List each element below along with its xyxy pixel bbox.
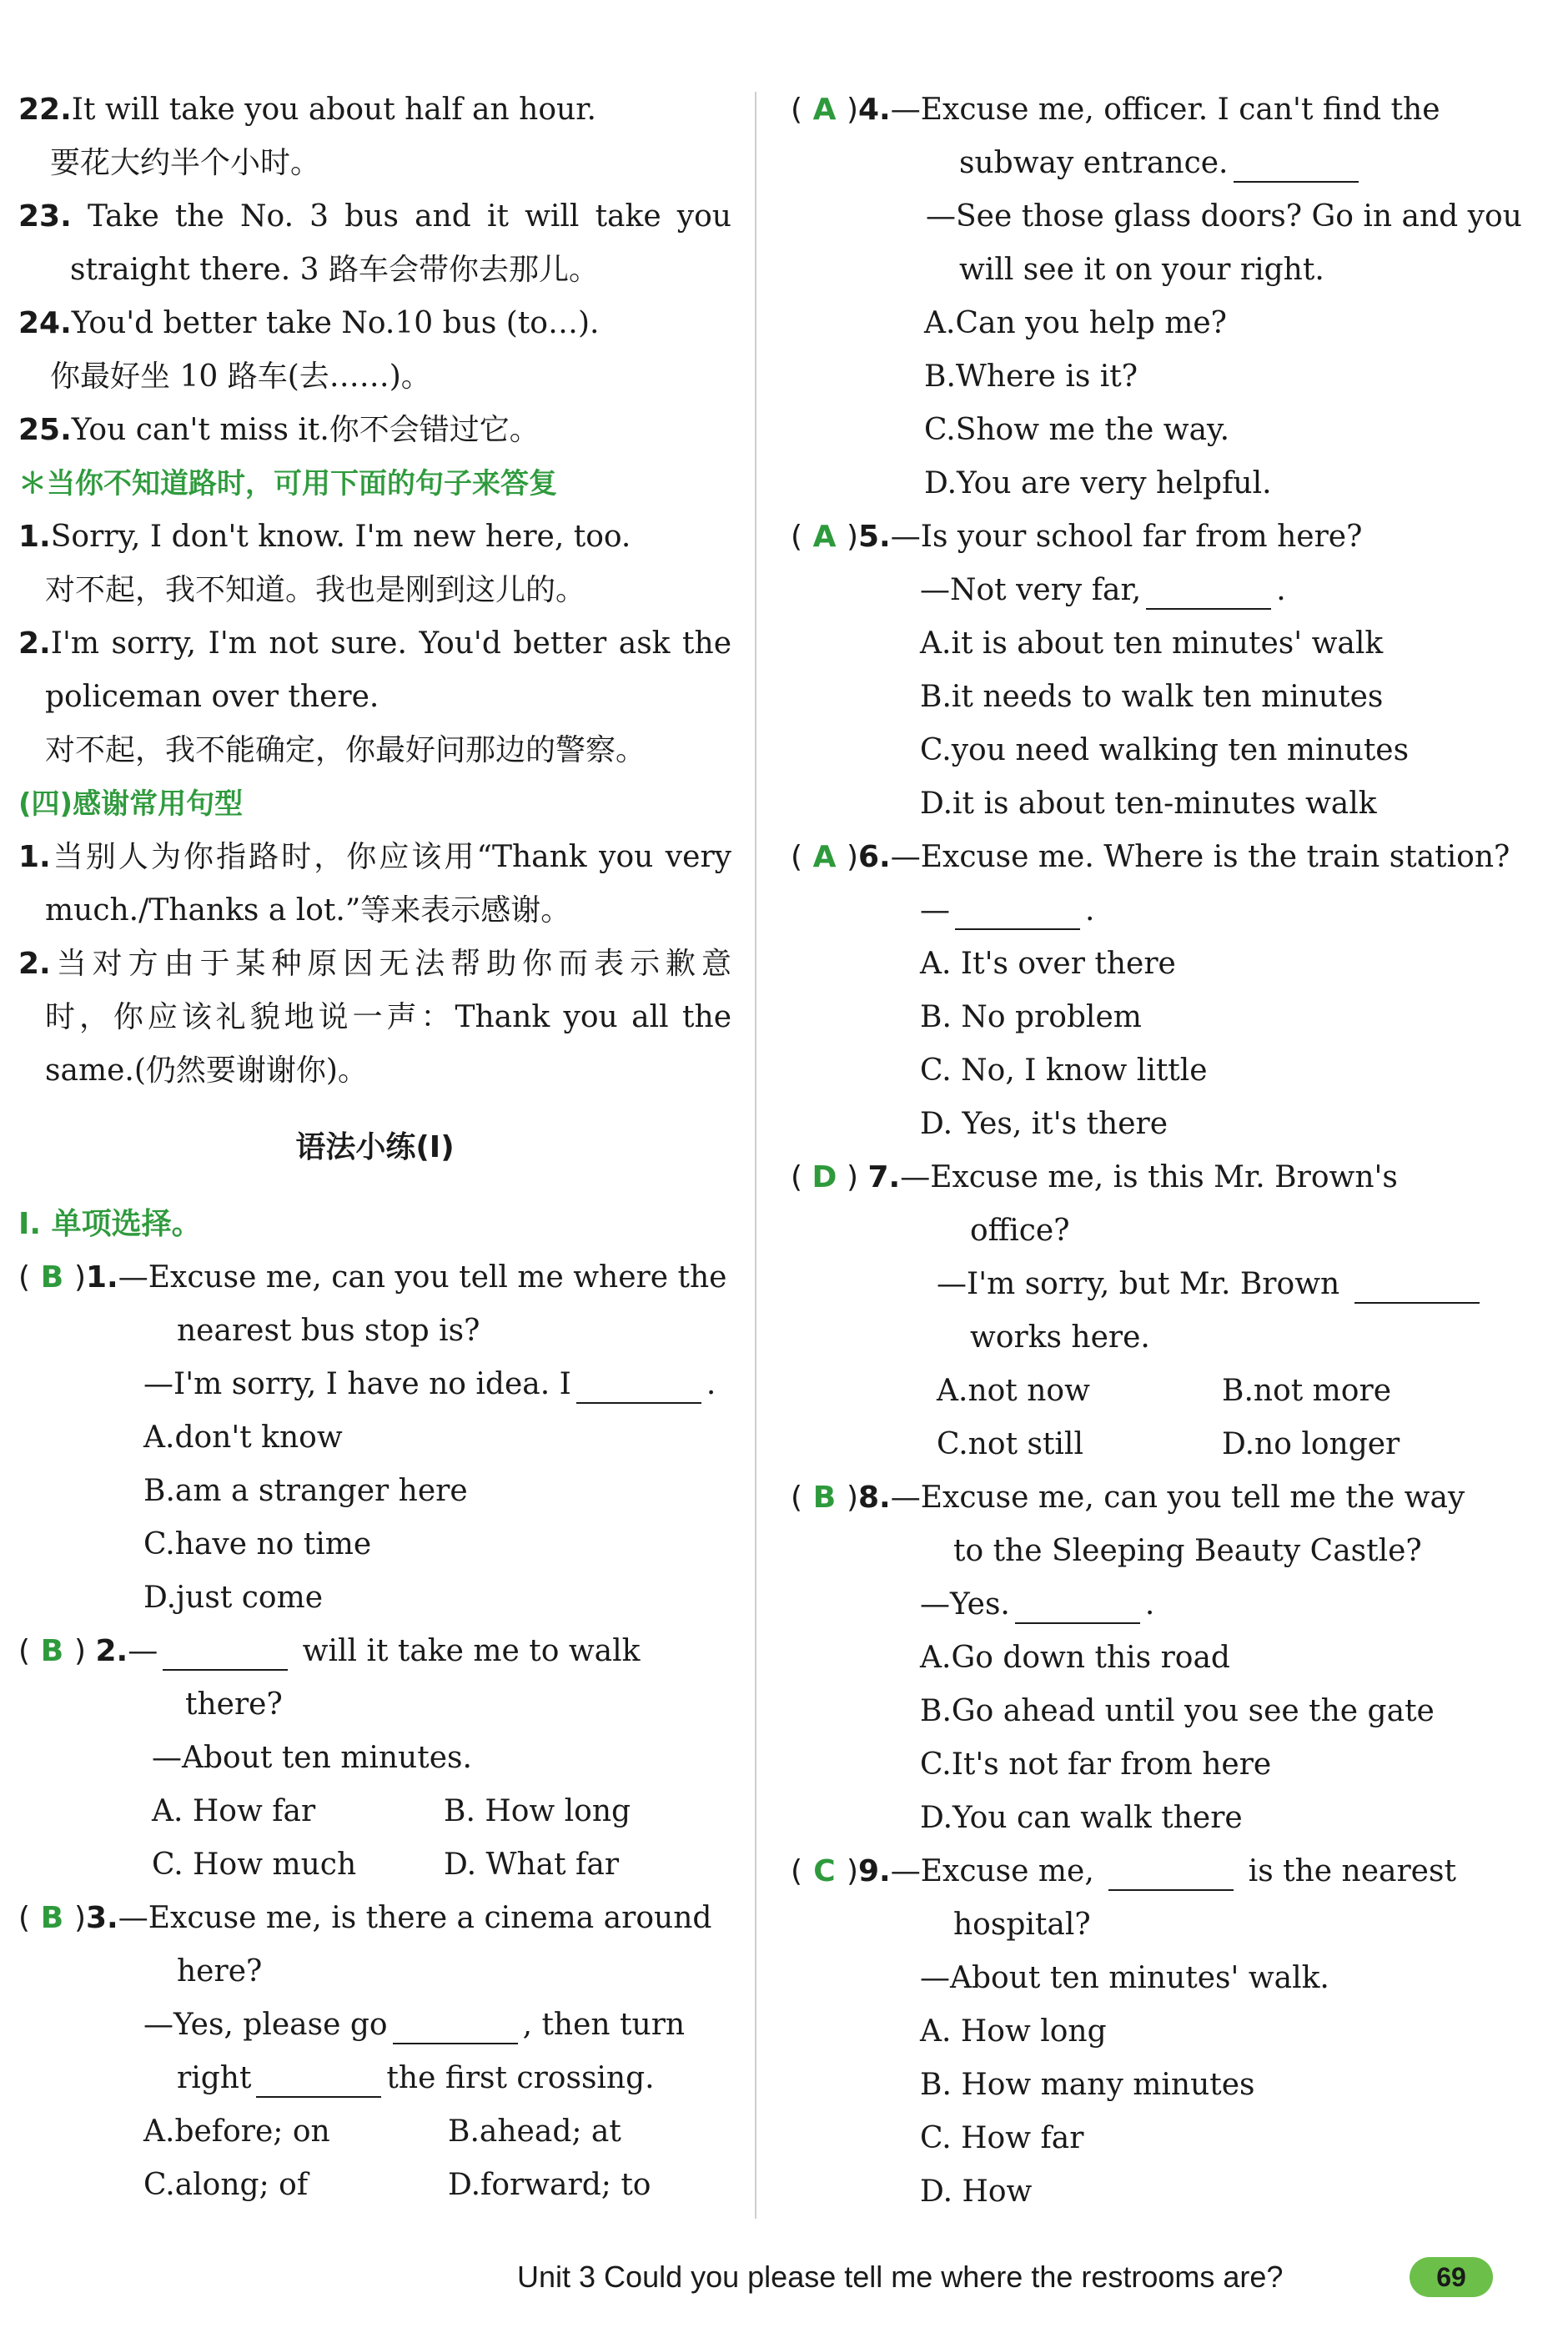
option-c: C.Show me the way. — [924, 413, 1230, 447]
left-column — [18, 83, 731, 2212]
answer-blank — [576, 1369, 701, 1404]
question-9-reply: —About ten minutes' walk. — [920, 1961, 1329, 1995]
column-divider — [755, 92, 756, 2219]
sentence-22: 22.It will take you about half an hour. — [18, 93, 596, 127]
answer-blank — [1354, 1269, 1480, 1304]
question-6: ( A )6.—Excuse me. Where is the train station? — [791, 831, 1508, 884]
question-1-cont: nearest bus stop is? — [177, 1314, 480, 1348]
answer-blank — [1015, 1589, 1140, 1624]
heading-thanks: (四)感谢常用句型 — [18, 787, 244, 821]
question-2-reply: —About ten minutes. — [152, 1741, 472, 1775]
answer-blank — [163, 1636, 288, 1671]
question-4-reply-cont: will see it on your right. — [959, 253, 1324, 287]
sentence-22-zh: 要花大约半个小时。 — [50, 146, 321, 180]
answer-9: C — [813, 1854, 836, 1888]
answer-7: D — [812, 1160, 837, 1194]
option-c: C.not still — [937, 1427, 1083, 1461]
sentence-23: 23. Take the No. 3 bus and it will take you — [18, 199, 731, 234]
answer-blank — [393, 2009, 518, 2044]
option-d: D.You are very helpful. — [924, 466, 1272, 500]
question-8-reply: —Yes. . — [791, 1578, 1508, 1632]
answer-blank — [256, 2063, 381, 2098]
right-column — [791, 83, 1522, 2219]
reply-1: 1.Sorry, I don't know. I'm new here, too. — [18, 520, 631, 554]
thanks-1: 1.当别人为你指路时，你应该用“Thank you very — [18, 840, 731, 874]
answer-blank — [1108, 1856, 1234, 1891]
options-cd — [18, 2159, 731, 2212]
option-b: B. How long — [444, 1794, 631, 1828]
option-c: C.have no time — [143, 1527, 372, 1561]
option-d: D.no longer — [1222, 1427, 1400, 1461]
question-3: ( B )3.—Excuse me, is there a cinema around — [18, 1892, 731, 1945]
option-a: A. How far — [152, 1794, 316, 1828]
option-a: A.Go down this road — [920, 1641, 1230, 1675]
option-b: B.Where is it? — [924, 359, 1138, 394]
option-d: D.it is about ten-minutes walk — [920, 787, 1377, 821]
sentence-23-cont: straight there. 3 路车会带你去那儿。 — [70, 253, 599, 287]
question-4-cont: subway entrance. — [791, 137, 1508, 190]
sentence-24-zh: 你最好坐 10 路车(去……)。 — [50, 359, 431, 394]
thanks-2: 2.当对方由于某种原因无法帮助你而表示歉意 — [18, 947, 731, 981]
options-ab — [18, 1785, 731, 1838]
answer-8: B — [812, 1481, 837, 1515]
question-2-cont: there? — [185, 1687, 283, 1722]
option-c: C.It's not far from here — [920, 1747, 1272, 1782]
answer-1: B — [40, 1260, 64, 1295]
option-a: A.not now — [937, 1374, 1090, 1408]
option-c: C.you need walking ten minutes — [920, 733, 1410, 767]
question-1-reply: —I'm sorry, I have no idea. I . — [18, 1358, 731, 1411]
question-1: ( B )1.—Excuse me, can you tell me where the — [18, 1251, 731, 1305]
option-d: D.just come — [143, 1581, 324, 1615]
sentence-24: 24.You'd better take No.10 bus (to…). — [18, 306, 600, 340]
options-cd — [18, 1838, 731, 1892]
option-d: D. Yes, it's there — [920, 1107, 1168, 1141]
sentence-25: 25.You can't miss it.你不会错过它。 — [18, 413, 540, 447]
page-number: 69 — [1410, 2257, 1493, 2297]
question-7-reply: —I'm sorry, but Mr. Brown — [791, 1258, 1508, 1311]
option-b: B.Go ahead until you see the gate — [920, 1694, 1435, 1728]
option-b: B.not more — [1222, 1374, 1391, 1408]
question-4: ( A )4.—Excuse me, officer. I can't find the — [791, 83, 1508, 137]
question-8: ( B )8.—Excuse me, can you tell me the way — [791, 1471, 1508, 1525]
options-ab — [791, 1365, 1508, 1418]
question-3-reply-cont: right the first crossing. — [18, 2052, 731, 2105]
question-8-cont: to the Sleeping Beauty Castle? — [953, 1534, 1422, 1568]
option-b: B.ahead; at — [448, 2114, 621, 2149]
heading-dont-know-way: ＊当你不知道路时，可用下面的句子来答复 — [18, 467, 557, 500]
option-c: C.along; of — [143, 2168, 309, 2202]
options-ab — [18, 2105, 731, 2159]
answer-blank — [1234, 148, 1359, 183]
answer-blank — [955, 895, 1080, 930]
option-c: C. No, I know little — [920, 1053, 1208, 1088]
option-a: A. How long — [920, 2014, 1107, 2049]
option-a: A.don't know — [143, 1420, 343, 1455]
option-a: A.before; on — [143, 2114, 330, 2149]
question-3-reply: —Yes, please go , then turn — [18, 1999, 731, 2052]
answer-blank — [1146, 575, 1271, 610]
option-a: A. It's over there — [920, 947, 1176, 981]
option-b: B.am a stranger here — [143, 1474, 468, 1508]
question-5-reply: —Not very far, . — [791, 564, 1508, 617]
option-d: D. How — [920, 2175, 1033, 2209]
question-7: ( D ) 7.—Excuse me, is this Mr. Brown's — [791, 1151, 1508, 1204]
option-b: B.it needs to walk ten minutes — [920, 680, 1384, 714]
question-4-reply: —See those glass doors? Go in and you — [926, 199, 1522, 234]
question-2: ( B ) 2.— will it take me to walk — [18, 1625, 731, 1678]
reply-2-cont: policeman over there. — [45, 680, 379, 714]
option-d: D.You can walk there — [920, 1801, 1243, 1835]
section-title: 语法小练(Ⅰ) — [295, 1130, 455, 1164]
option-b: B. No problem — [920, 1000, 1142, 1034]
unit-title: Unit 3 Could you please tell me where the restrooms are? — [517, 2260, 1284, 2294]
answer-5: A — [812, 520, 837, 554]
option-a: A.it is about ten minutes' walk — [920, 626, 1384, 661]
option-d: D.forward; to — [448, 2168, 651, 2202]
option-a: A.Can you help me? — [924, 306, 1227, 340]
option-c: C. How far — [920, 2121, 1084, 2155]
thanks-2-cont: 时，你应该礼貌地说一声：Thank you all the — [45, 1000, 731, 1034]
page-footer — [517, 2252, 1501, 2302]
question-7-reply-cont: works here. — [970, 1320, 1150, 1355]
thanks-1-cont: much./Thanks a lot.”等来表示感谢。 — [45, 893, 571, 928]
question-9: ( C )9.—Excuse me, is the nearest — [791, 1845, 1508, 1898]
reply-2-zh: 对不起，我不能确定，你最好问那边的警察。 — [45, 733, 646, 767]
question-7-cont: office? — [970, 1214, 1070, 1248]
option-c: C. How much — [152, 1848, 357, 1882]
option-b: B. How many minutes — [920, 2068, 1255, 2102]
question-5: ( A )5.—Is your school far from here? — [791, 510, 1508, 564]
options-cd — [791, 1418, 1508, 1471]
reply-2: 2.I'm sorry, I'm not sure. You'd better ask the — [18, 626, 731, 661]
answer-6: A — [812, 840, 837, 874]
question-3-cont: here? — [177, 1954, 263, 1989]
thanks-2-end: same.(仍然要谢谢你)。 — [45, 1053, 368, 1088]
answer-3: B — [40, 1901, 64, 1935]
question-6-reply: — . — [791, 884, 1508, 938]
answer-2: B — [40, 1634, 64, 1668]
option-d: D. What far — [444, 1848, 620, 1882]
answer-4: A — [812, 93, 837, 127]
reply-1-zh: 对不起，我不知道。我也是刚到这儿的。 — [45, 573, 586, 607]
question-9-cont: hospital? — [953, 1908, 1091, 1942]
section-heading-single-choice: Ⅰ. 单项选择。 — [18, 1207, 202, 1241]
